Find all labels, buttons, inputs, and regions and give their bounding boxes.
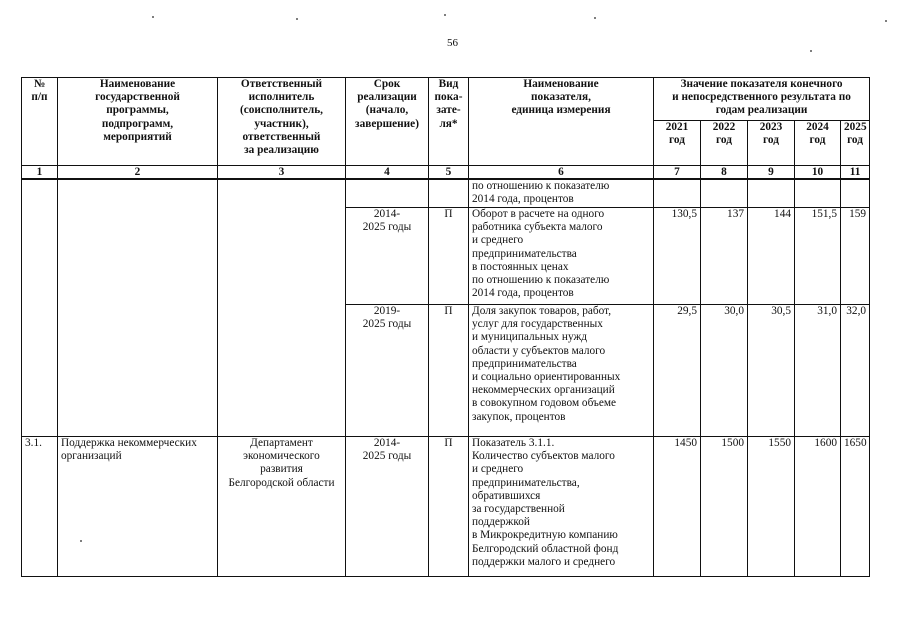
value-cell: 159 [841, 208, 870, 305]
page-number: 56 [447, 37, 458, 49]
scan-speck [444, 14, 446, 16]
value-cell: 1600 [795, 437, 841, 577]
header-row [22, 78, 870, 121]
period-cell: 2014- 2025 годы [346, 208, 429, 305]
value-cell: 32,0 [841, 305, 870, 437]
indicator-type-cell: П [429, 305, 469, 437]
header-year-2021: 2021 год [654, 121, 701, 166]
header-responsible: Ответственный исполнитель (соисполнитель, участник), ответственный за реализацию [218, 78, 346, 166]
value-cell: 29,5 [654, 305, 701, 437]
value-cell: 151,5 [795, 208, 841, 305]
header-indicator-name: Наименование показателя, единица измерения [469, 78, 654, 166]
column-number: 7 [654, 166, 701, 180]
value-cell: 31,0 [795, 305, 841, 437]
value-cell: 30,5 [748, 305, 795, 437]
header-year-2025: 2025 год [841, 121, 870, 166]
column-number: 8 [701, 166, 748, 180]
indicator-type-cell [429, 179, 469, 208]
column-number: 9 [748, 166, 795, 180]
scan-speck [594, 17, 596, 19]
responsible-cell: Департамент экономического развития Белгородской области [218, 437, 346, 577]
table-row [22, 179, 870, 208]
column-number: 4 [346, 166, 429, 180]
responsible-cell [218, 179, 346, 437]
row-number-cell: 3.1. [22, 437, 58, 577]
value-cell: 130,5 [654, 208, 701, 305]
scan-speck [296, 18, 298, 20]
program-name-cell [58, 179, 218, 437]
header-values-group: Значение показателя конечного и непосредственного результата по годам реализации [654, 78, 870, 121]
program-name-cell: Поддержка некоммерческих организаций [58, 437, 218, 577]
value-cell: 1550 [748, 437, 795, 577]
value-cell [841, 179, 870, 208]
header-year-2024: 2024 год [795, 121, 841, 166]
header-program-name: Наименование государственной программы, подпрограмм, мероприятий [58, 78, 218, 166]
value-cell: 137 [701, 208, 748, 305]
indicator-name-cell: Показатель 3.1.1. Количество субъектов малого и среднего предпринимательства, обратившихся за государственной поддержкой в Микрокредитную компанию Белгородский областной фонд поддержки малого и среднего [469, 437, 654, 577]
value-cell: 1450 [654, 437, 701, 577]
column-number: 2 [58, 166, 218, 180]
scan-speck [152, 16, 154, 18]
column-number: 3 [218, 166, 346, 180]
header-year-2023: 2023 год [748, 121, 795, 166]
indicator-name-cell: Оборот в расчете на одного работника субъекта малого и среднего предпринимательства в постоянных ценах по отношению к показателю 2014 года, процентов [469, 208, 654, 305]
value-cell: 144 [748, 208, 795, 305]
indicators-table [21, 77, 870, 577]
indicator-name-cell: по отношению к показателю 2014 года, процентов [469, 179, 654, 208]
column-number: 1 [22, 166, 58, 180]
value-cell [795, 179, 841, 208]
value-cell [654, 179, 701, 208]
period-cell [346, 179, 429, 208]
table-row [22, 437, 870, 577]
header-year-2022: 2022 год [701, 121, 748, 166]
scan-speck [810, 50, 812, 52]
value-cell: 1500 [701, 437, 748, 577]
header-number: № п/п [22, 78, 58, 166]
header-indicator-type: Вид пока- зате- ля* [429, 78, 469, 166]
indicator-name-cell: Доля закупок товаров, работ, услуг для государственных и муниципальных нужд области у субъектов малого предпринимательства и социально ориентированных некоммерческих организаций в совокупном годовом объеме закупок, процентов [469, 305, 654, 437]
column-number: 6 [469, 166, 654, 180]
column-number: 11 [841, 166, 870, 180]
column-number: 10 [795, 166, 841, 180]
period-cell: 2019- 2025 годы [346, 305, 429, 437]
header-period: Срок реализации (начало, завершение) [346, 78, 429, 166]
scan-speck [80, 540, 82, 542]
indicator-type-cell: П [429, 208, 469, 305]
value-cell: 30,0 [701, 305, 748, 437]
scan-speck [885, 20, 887, 22]
period-cell: 2014- 2025 годы [346, 437, 429, 577]
value-cell: 1650 [841, 437, 870, 577]
row-number-cell [22, 179, 58, 437]
column-number: 5 [429, 166, 469, 180]
value-cell [701, 179, 748, 208]
column-numbers-row [22, 166, 870, 180]
indicator-type-cell: П [429, 437, 469, 577]
value-cell [748, 179, 795, 208]
